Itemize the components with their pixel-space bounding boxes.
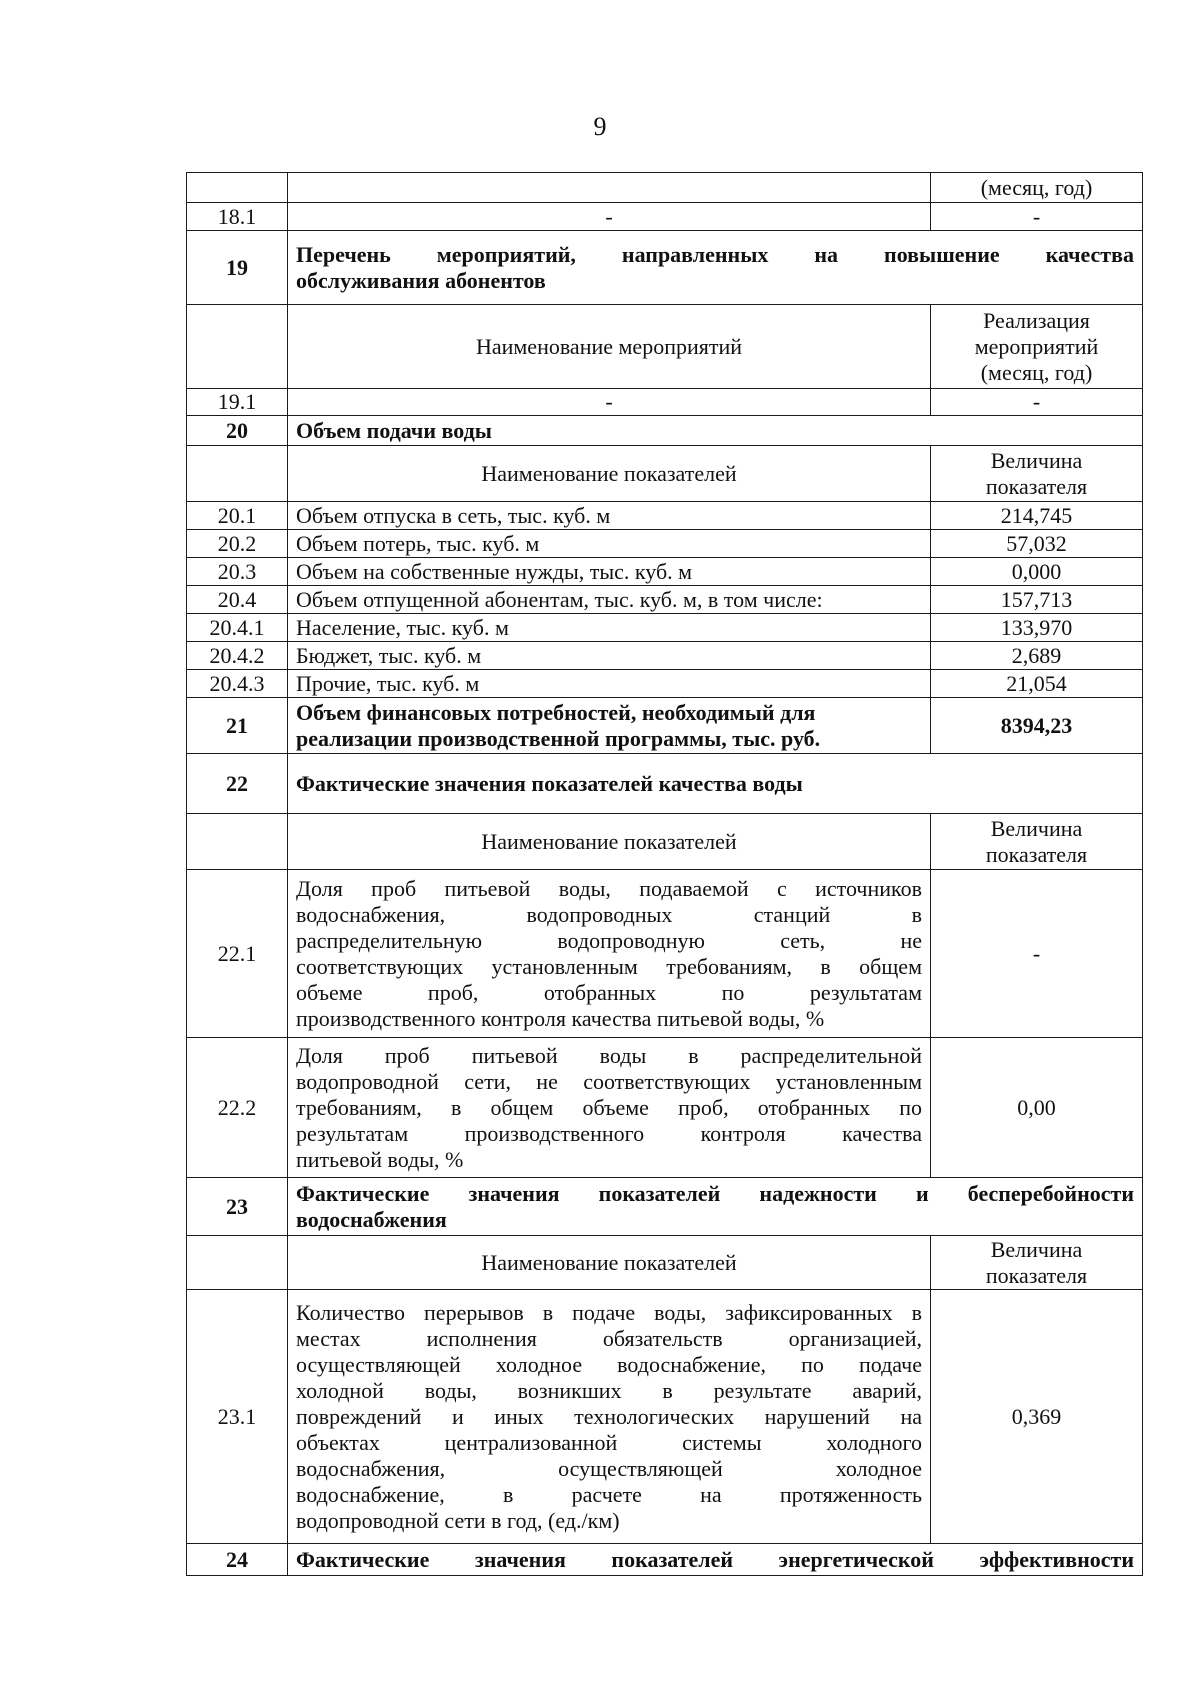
table-row xyxy=(187,446,1143,502)
indicator-line: водопроводной сети, не соответствующих установленным xyxy=(296,1068,922,1094)
section-title-line: реализации производственной программы, тыс. руб. xyxy=(296,725,821,751)
indicator-value: 21,054 xyxy=(931,670,1143,698)
value-header xyxy=(931,1236,1143,1290)
program-table xyxy=(186,172,1143,1576)
row-number: 20.4.1 xyxy=(187,614,288,642)
value-header-line: показателя xyxy=(985,473,1088,499)
indicator-name: Объем отпущенной абонентам, тыс. куб. м, в том числе: xyxy=(288,586,931,614)
table-row xyxy=(187,558,1143,586)
indicator-value: 0,000 xyxy=(931,558,1143,586)
indicator-line: распределительную водопроводную сеть, не xyxy=(296,927,922,953)
indicator-line: Доля проб питьевой воды, подаваемой с источников xyxy=(296,875,922,901)
indicator-name xyxy=(288,1038,931,1178)
table-row xyxy=(187,416,1143,446)
indicator-line: осуществляющей холодное водоснабжение, по подаче xyxy=(296,1351,922,1377)
indicator-line: питьевой воды, % xyxy=(296,1146,464,1172)
indicator-name xyxy=(288,1290,931,1544)
indicator-value: 214,745 xyxy=(931,502,1143,530)
measure-name: - xyxy=(288,389,931,416)
table-row xyxy=(187,502,1143,530)
indicator-line: результатам производственного контроля качества xyxy=(296,1120,922,1146)
measure-value: - xyxy=(931,389,1143,416)
indicator-line: местах исполнения обязательств организацией, xyxy=(296,1325,922,1351)
section-title-line: обслуживания абонентов xyxy=(296,267,546,293)
indicator-name: Население, тыс. куб. м xyxy=(288,614,931,642)
row-number-cell xyxy=(187,814,288,870)
indicator-name: Объем потерь, тыс. куб. м xyxy=(288,530,931,558)
table-row xyxy=(187,203,1143,231)
indicator-name: Бюджет, тыс. куб. м xyxy=(288,642,931,670)
indicator-name: Объем отпуска в сеть, тыс. куб. м xyxy=(288,502,931,530)
indicator-line: водоснабжение, в расчете на протяженность xyxy=(296,1481,922,1507)
value-header: (месяц, год) xyxy=(931,173,1143,203)
row-number: 20.4 xyxy=(187,586,288,614)
table-row xyxy=(187,614,1143,642)
row-number-cell xyxy=(187,173,288,203)
row-number: 19.1 xyxy=(187,389,288,416)
value-header-line: мероприятий xyxy=(974,333,1099,359)
section-title-line: Перечень мероприятий, направленных на повышение качества xyxy=(296,241,1134,267)
indicator-name: Прочие, тыс. куб. м xyxy=(288,670,931,698)
section-title-line: водоснабжения xyxy=(296,1206,447,1232)
name-header: Наименование мероприятий xyxy=(288,305,931,389)
page-number: 9 xyxy=(593,112,607,141)
table-row xyxy=(187,1178,1143,1236)
name-header: Наименование показателей xyxy=(288,446,931,502)
indicator-line: Количество перерывов в подаче воды, зафиксированных в xyxy=(296,1299,922,1325)
value-header-line: Величина xyxy=(990,447,1083,473)
indicator-line: водоснабжения, осуществляющей холодное xyxy=(296,1455,922,1481)
table-row xyxy=(187,1038,1143,1178)
row-number: 19 xyxy=(187,231,288,305)
table-row xyxy=(187,305,1143,389)
value-header xyxy=(931,305,1143,389)
table-row xyxy=(187,231,1143,305)
indicator-line: холодной воды, возникших в результате аварий, xyxy=(296,1377,922,1403)
value-header-line: показателя xyxy=(985,841,1088,867)
table-row xyxy=(187,642,1143,670)
indicator-name xyxy=(288,870,931,1038)
section-title: Фактические значения показателей энергетической эффективности xyxy=(288,1544,1143,1576)
indicator-value: 133,970 xyxy=(931,614,1143,642)
row-number: 20.1 xyxy=(187,502,288,530)
table-row xyxy=(187,1290,1143,1544)
name-header: Наименование показателей xyxy=(288,814,931,870)
row-number: 20.2 xyxy=(187,530,288,558)
table-row xyxy=(187,1544,1143,1576)
table-row xyxy=(187,530,1143,558)
indicator-value: - xyxy=(931,870,1143,1038)
row-number: 20.4.2 xyxy=(187,642,288,670)
section-title xyxy=(288,231,1143,305)
section-title: Объем подачи воды xyxy=(288,416,1143,446)
indicator-line: соответствующих установленным требованиям, в общем xyxy=(296,953,922,979)
measure-name: - xyxy=(288,203,931,231)
measure-value: - xyxy=(931,203,1143,231)
section-title xyxy=(288,698,931,754)
row-number: 23.1 xyxy=(187,1290,288,1544)
indicator-line: водоснабжения, водопроводных станций в xyxy=(296,901,922,927)
indicator-value: 2,689 xyxy=(931,642,1143,670)
table-row xyxy=(187,814,1143,870)
indicator-line: Доля проб питьевой воды в распределительной xyxy=(296,1042,922,1068)
value-header-line: Реализация xyxy=(983,307,1090,333)
row-number-cell xyxy=(187,446,288,502)
row-number: 18.1 xyxy=(187,203,288,231)
value-header xyxy=(931,446,1143,502)
value-header-line: показателя xyxy=(985,1262,1088,1288)
value-header-line: Величина xyxy=(990,815,1083,841)
indicator-name: Объем на собственные нужды, тыс. куб. м xyxy=(288,558,931,586)
row-number: 20.4.3 xyxy=(187,670,288,698)
table-row xyxy=(187,754,1143,814)
table-row xyxy=(187,670,1143,698)
row-number: 20.3 xyxy=(187,558,288,586)
indicator-line: производственного контроля качества питьевой воды, % xyxy=(296,1005,825,1031)
row-number: 23 xyxy=(187,1178,288,1236)
section-title-line: Объем финансовых потребностей, необходимый для xyxy=(296,699,816,725)
row-number: 22.1 xyxy=(187,870,288,1038)
indicator-line: водопроводной сети в год, (ед./км) xyxy=(296,1507,620,1533)
name-cell xyxy=(288,173,931,203)
row-number: 22.2 xyxy=(187,1038,288,1178)
table-row xyxy=(187,173,1143,203)
table-row xyxy=(187,698,1143,754)
indicator-line: повреждений и иных технологических нарушений на xyxy=(296,1403,922,1429)
name-header: Наименование показателей xyxy=(288,1236,931,1290)
indicator-line: объеме проб, отобранных по результатам xyxy=(296,979,922,1005)
row-number-cell xyxy=(187,1236,288,1290)
row-number: 22 xyxy=(187,754,288,814)
table-row xyxy=(187,586,1143,614)
row-number-cell xyxy=(187,305,288,389)
row-number: 24 xyxy=(187,1544,288,1576)
section-title: Фактические значения показателей качества воды xyxy=(288,754,1143,814)
section-title xyxy=(288,1178,1143,1236)
total-value: 8394,23 xyxy=(931,698,1143,754)
value-header-line: Величина xyxy=(990,1236,1083,1262)
value-header-line: (месяц, год) xyxy=(980,359,1093,385)
indicator-line: объектах централизованной системы холодного xyxy=(296,1429,922,1455)
row-number: 20 xyxy=(187,416,288,446)
table-row xyxy=(187,1236,1143,1290)
value-header xyxy=(931,814,1143,870)
table-row xyxy=(187,389,1143,416)
indicator-value: 157,713 xyxy=(931,586,1143,614)
indicator-value: 0,00 xyxy=(931,1038,1143,1178)
section-title-line: Фактические значения показателей надежности и бесперебойности xyxy=(296,1180,1134,1206)
row-number: 21 xyxy=(187,698,288,754)
indicator-value: 0,369 xyxy=(931,1290,1143,1544)
table-row xyxy=(187,870,1143,1038)
indicator-line: требованиям, в общем объеме проб, отобранных по xyxy=(296,1094,922,1120)
indicator-value: 57,032 xyxy=(931,530,1143,558)
